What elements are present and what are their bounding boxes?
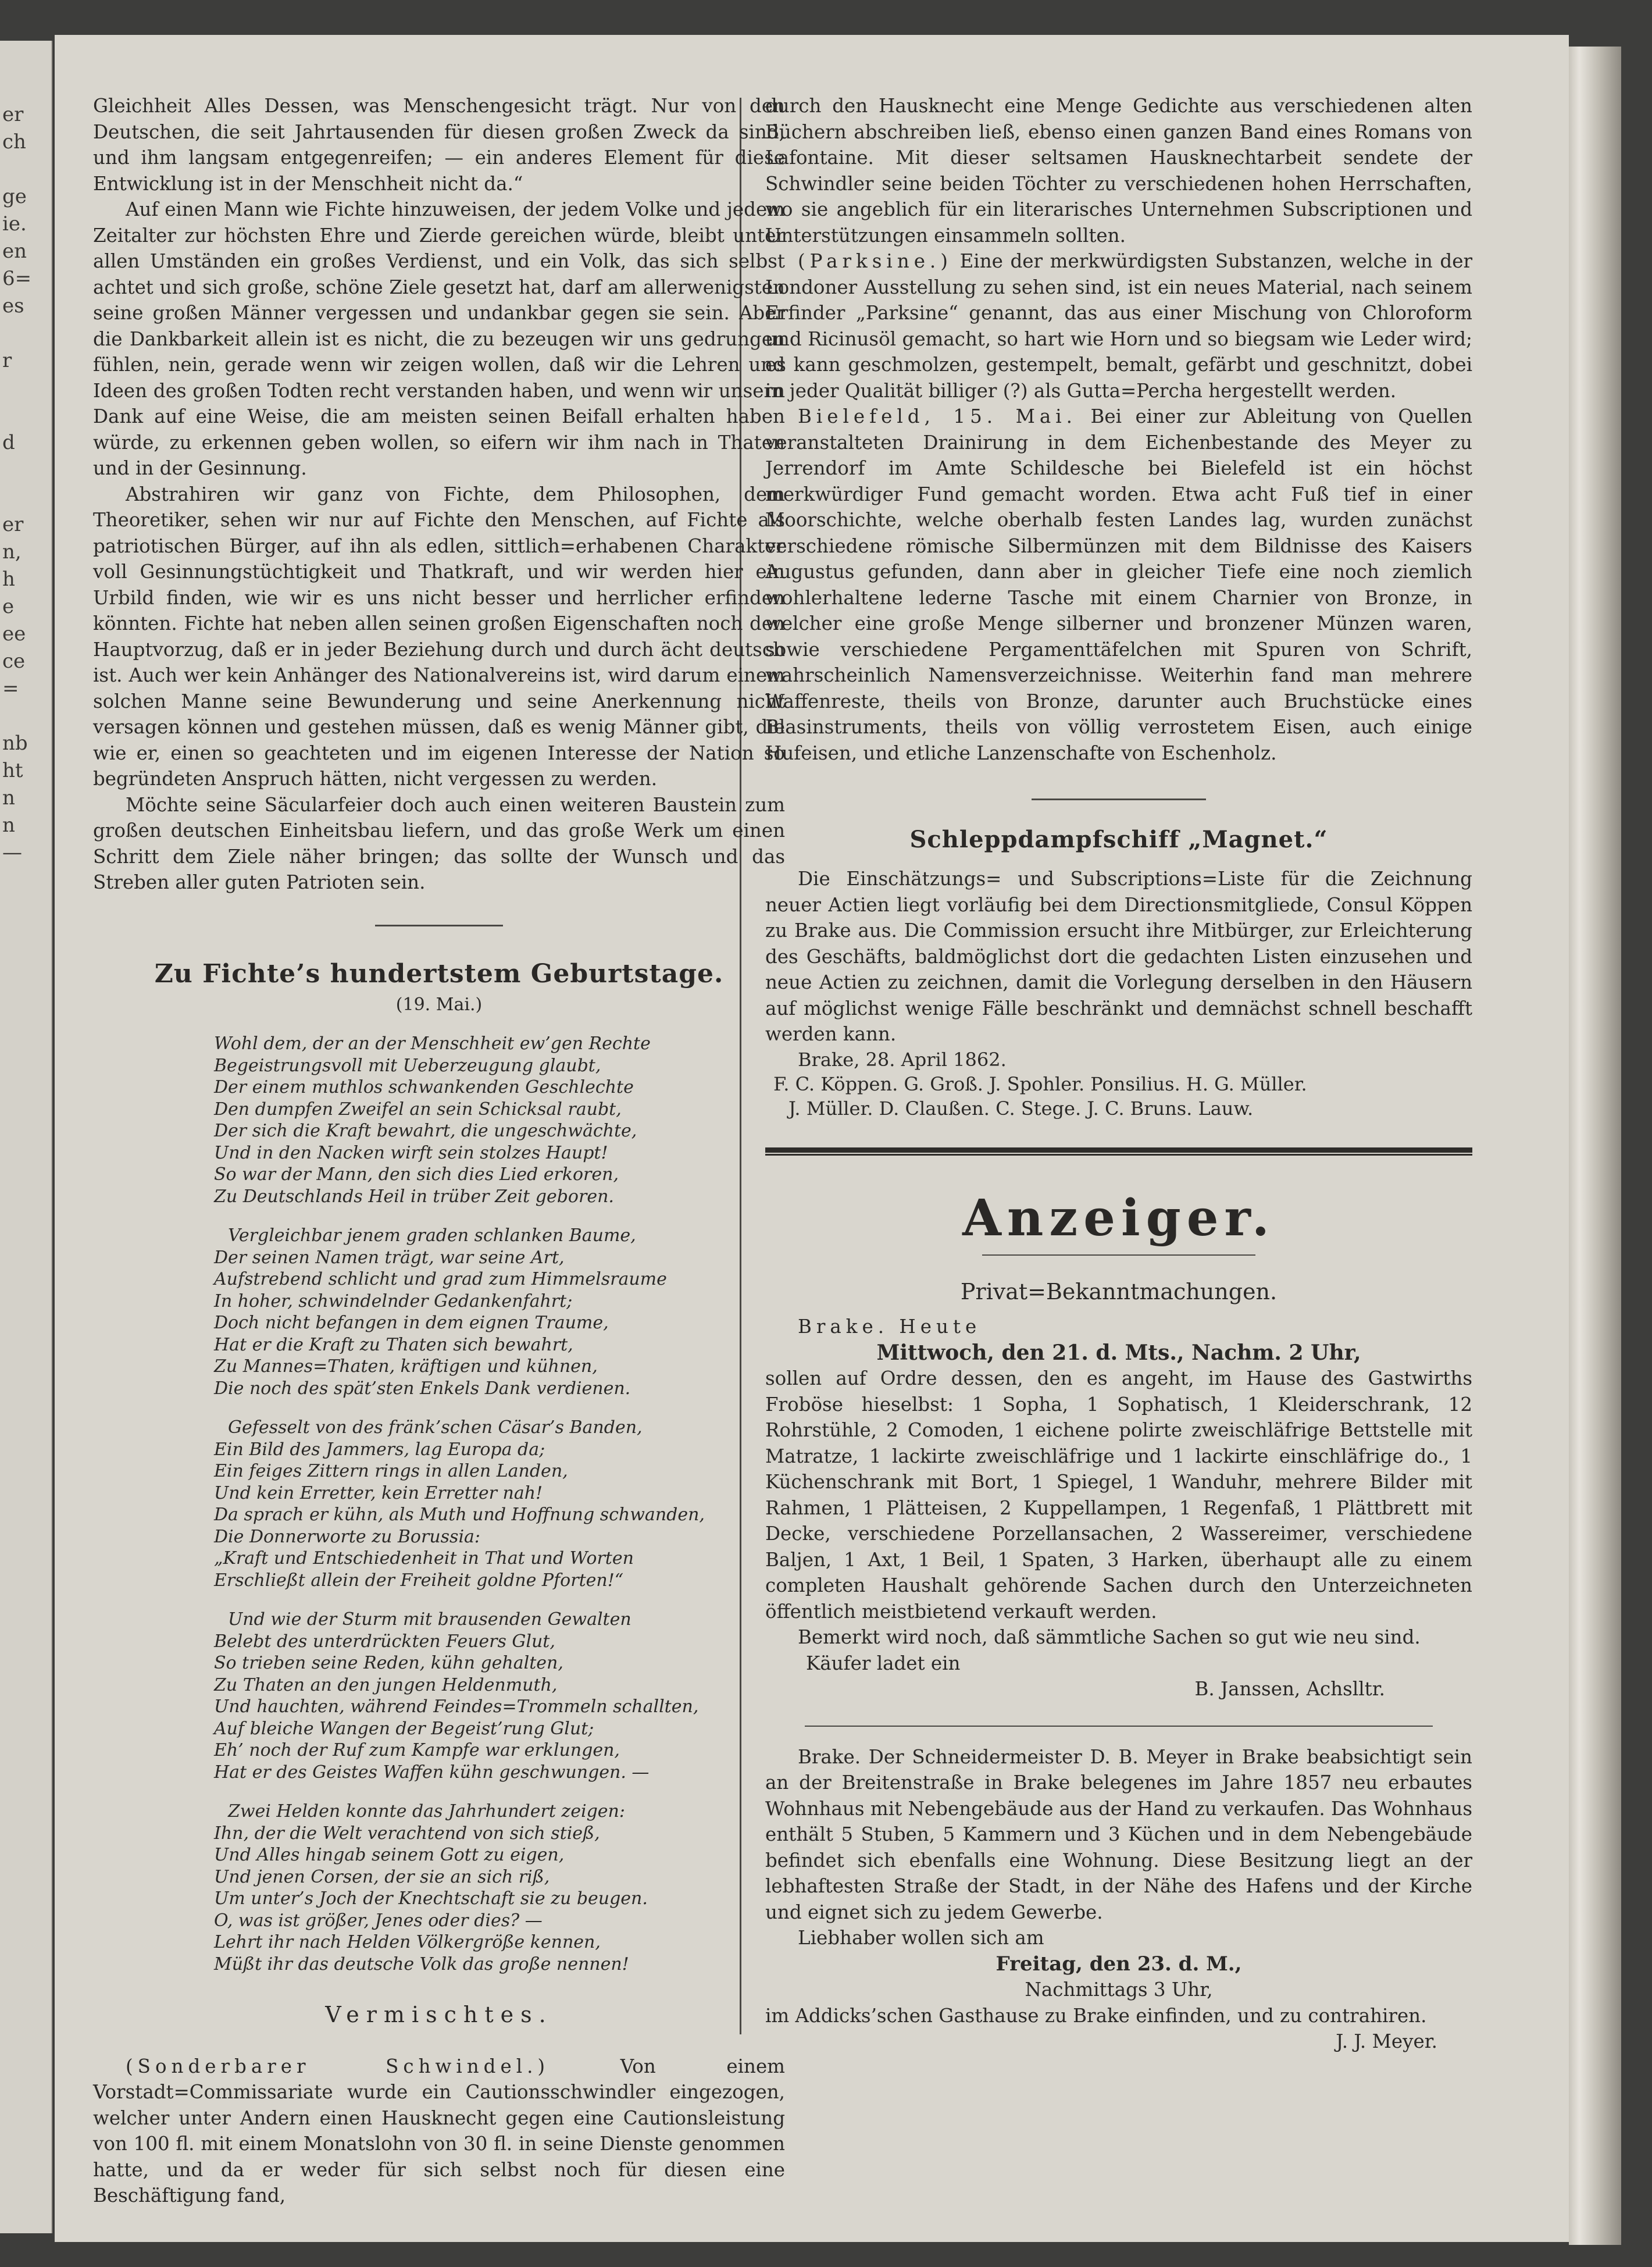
poem-stanza <box>214 1225 785 1399</box>
gutter-fragment: er <box>2 103 24 126</box>
magnet-date: Brake, 28. April 1862. <box>798 1048 1007 1071</box>
poem-date: (19. Mai.) <box>395 994 483 1015</box>
poem-line: Ein Bild des Jammers, lag Europa da; <box>214 1439 545 1460</box>
magnet-signers-1: F. C. Köppen. G. Groß. J. Spohler. Ponsilius. H. G. Müller. <box>773 1072 1307 1095</box>
ad1-sign: B. Janssen, Achslltr. <box>1194 1678 1385 1700</box>
poem-line: Lehrt ihr nach Helden Völkergröße kennen, <box>214 1932 601 1952</box>
poem-stanza <box>214 1609 785 1783</box>
poem-line: Vergleichbar jenem graden schlanken Baume, <box>228 1225 636 1246</box>
page-edge <box>1569 47 1621 2245</box>
vermischtes-lead: (Sonderbarer Schwindel.) <box>126 2055 550 2077</box>
poem-line: In hoher, schwindelnder Gedankenfahrt; <box>214 1291 573 1311</box>
poem-line: Gefesselt von des fränk’schen Cäsar’s Banden, <box>228 1417 643 1438</box>
poem-line: Und hauchten, während Feindes=Trommeln schallten, <box>214 1696 699 1717</box>
gutter-fragment: ht <box>2 759 23 782</box>
magnet-title: Schleppdampfschiff „Magnet.“ <box>909 826 1328 853</box>
poem-line: Die noch des spät’sten Enkels Dank verdienen. <box>214 1378 631 1399</box>
poem-title: Zu Fichte’s hundertstem Geburtstage. <box>154 958 724 989</box>
gutter-fragment: ge <box>2 185 27 208</box>
poem-line: Hat er die Kraft zu Thaten sich bewahrt, <box>214 1334 573 1355</box>
poem-line: O, was ist größer, Jenes oder dies? — <box>214 1910 543 1931</box>
ad-separator <box>805 1726 1433 1727</box>
gutter-fragment: en <box>2 240 27 263</box>
gutter-fragment: n <box>2 786 15 810</box>
anzeiger-title: Anzeiger. <box>962 1188 1275 1247</box>
gutter-fragment: ie. <box>2 212 27 236</box>
parksine-text: Eine der merkwürdigsten Substanzen, welche in der Londoner Ausstellung zu sehen sind, ist ein neues Material, nach seinem Erfinder „Parksine“ genannt, das aus einer Mischung von Chloroform und Ricinusöl gemacht, so hart wie Horn und so biegsam wie Leder wird; es kann geschmolzen, gestempelt, bemalt, gefärbt und geschnitzt, dobei in jeder Qualität billiger (?) als Gutta=Percha hergestellt werden. <box>765 250 1472 402</box>
vermischtes-paragraph <box>93 2054 785 2209</box>
magnet-signers-2: J. Müller. D. Claußen. C. Stege. J. C. Bruns. Lauw. <box>788 1097 1254 1120</box>
ad1-text: sollen auf Ordre dessen, den es angeht, im Hause des Gastwirths Froböse hieselbst: 1 Sopha, 1 Sophatisch, 1 Kleiderschrank, 12 Rohrstühle, 2 Comoden, 1 eichene polirte zweischläfrige Bettstelle mit Matratze, 1 lackirte zweischläfrige und 1 lackirte einschläfrige do., 1 Küchenschrank mit Bort, 1 Spiegel, 1 Wanduhr, mehrere Bilder mit Rahmen, 1 Plätteisen, 2 Kuppellampen, 1 Regenfaß, 1 Plättbrett mit Decke, verschiedene Porzellansachen, 2 Wassereimer, verschiedene Baljen, 1 Axt, 1 Beil, 1 Spaten, 3 Harken, überhaupt alle zu einem completen Haushalt gehörende Sachen durch den Unterzeichneten öffentlich meistbietend verkauft werden. <box>765 1367 1472 1623</box>
gutter-fragment: ce <box>2 650 26 673</box>
poem-line: Ihn, der die Welt verachtend von sich stieß, <box>214 1823 600 1844</box>
gutter-fragment: ee <box>2 622 26 646</box>
poem-line: Ein feiges Zittern rings in allen Landen, <box>214 1461 568 1481</box>
ad1-place-text: Brake. Heute <box>798 1316 982 1338</box>
gutter-fragment: es <box>2 294 24 318</box>
poem-line: Wohl dem, der an der Menschheit ew’gen Rechte <box>214 1033 651 1054</box>
bielefeld-text: Bei einer zur Ableitung von Quellen veranstalteten Drainirung in dem Eichenbestande des Meyer zu Jerrendorf im Amte Schildesche bei Bielefeld ist ein höchst merkwürdiger Fund gemacht worden. Etwa acht Fuß tief in einer Moorschichte, welche oberhalb festen Landes lag, wurden zunächst verschiedene römische Silbermünzen mit dem Bildnisse des Kaisers Augustus gefunden, dann aber in gleicher Tiefe eine noch ziemlich wohlerhaltene lederne Tasche mit einem Charnier von Bronze, in welcher eine große Menge silberner und bronzener Münzen waren, sowie verschiedene Pergamenttäfelchen mit Spuren von Schrift, wahrscheinlich Namensverzeichnisse. Weiterhin fand man mehrere Waffenreste, theils von Bronze, darunter auch Bruchstücke eines Blasinstruments, theils von völlig verrostetem Eisen, auch einige Hufeisen, und etliche Lanzenschafte von Eschenholz. <box>765 405 1472 764</box>
poem-line: Begeistrungsvoll mit Ueberzeugung glaubt, <box>214 1055 601 1076</box>
intro-paragraph-3: Abstrahiren wir ganz von Fichte, dem Philosophen, dem Theoretiker, sehen wir nur auf Fichte den Menschen, auf Fichte als patriotischen Bürger, auf ihn als edlen, sittlich=erhabenen Charakter voll Gesinnungstüchtigkeit und Thatkraft, und wir werden hier ein Urbild finden, wie wir es uns nicht besser und herrlicher erfinden könnten. Fichte hat neben allen seinen großen Eigenschaften noch den Hauptvorzug, daß er in jeder Beziehung durch und durch ächt deutsch ist. Auch wer kein Anhänger des Nationalvereins ist, wird darum einem solchen Manne seine Bewunderung und seine Anerkennung nicht versagen können und gestehen müssen, daß es wenig Männer gibt, die wie er, einen so geachteten und im eigenen Interesse der Nation so begründeten Anspruch hätten, nicht vergessen zu werden. <box>93 483 785 790</box>
gutter-fragment: n, <box>2 540 22 564</box>
section-rule <box>1032 799 1206 800</box>
ad1-place <box>765 1314 1472 1340</box>
gutter-fragment: = <box>2 677 19 700</box>
ad2-place: im Addicks’schen Gasthause zu Brake einfinden, und zu contrahiren. <box>765 2004 1427 2027</box>
parksine-paragraph <box>765 248 1472 404</box>
ad2-date: Freitag, den 23. d. M., <box>996 1952 1242 1976</box>
ad2-invite: Liebhaber wollen sich am <box>798 1927 1044 1949</box>
poem-line: Müßt ihr das deutsche Volk das große nennen! <box>214 1954 629 1974</box>
poem-line: Der sich die Kraft bewahrt, die ungeschwächte, <box>214 1121 637 1141</box>
right-column <box>765 93 1472 2055</box>
continued-paragraph: durch den Hausknecht eine Menge Gedichte aus verschiedenen alten Büchern abschreiben ließ, ebenso einen ganzen Band eines Romans von Lafontaine. Mit dieser seltsamen Hausknechtarbeit sendete der Schwindler seine beiden Töchter zu verschiedenen hohen Herrschaften, wo sie angeblich für ein literarisches Unternehmen Subscriptionen und Unterstützungen einsammeln sollten. <box>765 95 1472 247</box>
poem-line: Zu Mannes=Thaten, kräftigen und kühnen, <box>214 1356 598 1377</box>
ad2-time: Nachmittags 3 Uhr, <box>1025 1979 1213 2001</box>
gutter-fragment: h <box>2 568 15 591</box>
poem-line: Und kein Erretter, kein Erretter nah! <box>214 1482 543 1503</box>
privat-title: Privat=Bekanntmachungen. <box>960 1278 1278 1304</box>
gutter-fragment: — <box>2 841 22 864</box>
section-rule <box>375 925 503 926</box>
bielefeld-lead: Bielefeld, 15. Mai. <box>798 405 1077 427</box>
gutter-fragment: n <box>2 814 15 837</box>
poem-line: Und wie der Sturm mit brausenden Gewalten <box>228 1609 631 1630</box>
intro-paragraph-1: Gleichheit Alles Dessen, was Menschengesicht trägt. Nur von den Deutschen, die seit Jahrtausenden für diesen großen Zweck da sind, und ihm langsam entgegenreifen; — ein anderes Element für diese Entwicklung ist in der Menschheit nicht da.“ <box>93 95 785 195</box>
poem-line: Da sprach er kühn, als Muth und Hoffnung schwanden, <box>214 1505 705 1525</box>
left-column <box>93 93 785 2209</box>
poem-stanza <box>214 1033 785 1207</box>
poem-line: So trieben seine Reden, kühn gehalten, <box>214 1653 563 1673</box>
previous-page-gutter <box>0 41 52 2233</box>
poem-line: Der seinen Namen trägt, war seine Art, <box>214 1247 565 1268</box>
poem-line: Zu Thaten an den jungen Heldenmuth, <box>214 1674 558 1695</box>
poem-line: Doch nicht befangen in dem eignen Traume, <box>214 1313 609 1333</box>
poem-line: Der einem muthlos schwankenden Geschlechte <box>214 1077 634 1097</box>
gutter-fragment: 6= <box>2 267 32 290</box>
poem-line: Auf bleiche Wangen der Begeist’rung Glut; <box>214 1718 594 1739</box>
poem <box>93 1033 785 1975</box>
ad2-text: Brake. Der Schneidermeister D. B. Meyer in Brake beabsichtigt sein an der Breitenstraße in Brake belegenes im Jahre 1857 neu erbautes Wohnhaus mit Nebengebäude aus der Hand zu verkaufen. Das Wohnhaus enthält 5 Stuben, 5 Kammern und 3 Küchen und in dem Nebengebäude befindet sich ebenfalls eine Wohnung. Diese Besitzung liegt an der lebhaftesten Straße der Stadt, in der Nähe des Hafens und der Kirche und eignet sich zu jedem Gewerbe. <box>765 1745 1473 1923</box>
poem-stanza <box>214 1801 785 1975</box>
poem-line: So war der Mann, den sich dies Lied erkoren, <box>214 1164 619 1185</box>
intro-paragraph-2: Auf einen Mann wie Fichte hinzuweisen, der jedem Volke und jedem Zeitalter zur höchsten Ehre und Zierde gereichen würde, bleibt unter allen Umständen ein großes Verdienst, und ein Volk, das sich selbst achtet und sich große, schöne Ziele gesetzt hat, darf am allerwenigsten seine großen Männer vergessen und undankbar gegen sie sein. Aber die Dankbarkeit allein ist es nicht, die zu bezeugen wir uns gedrungen fühlen, nein, gerade wenn wir zeigen wollen, daß wir die Lehren und Ideen des großen Todten recht verstanden haben, und wenn wir unsern Dank auf eine Weise, die am meisten seinen Beifall erhalten haben würde, zu erkennen geben wollen, so eifern wir ihm nach in Thaten und in der Gesinnung. <box>93 198 785 479</box>
vermischtes-title: Vermischtes. <box>325 2002 553 2027</box>
bielefeld-paragraph <box>765 404 1472 766</box>
parksine-lead: (Parksine.) <box>798 250 952 272</box>
poem-line: „Kraft und Entschiedenheit in That und Worten <box>214 1548 634 1569</box>
poem-line: Die Donnerworte zu Borussia: <box>214 1526 481 1547</box>
gutter-fragment: d <box>2 431 15 454</box>
ad1-buyers: Käufer ladet ein <box>806 1652 961 1674</box>
poem-line: Und jenen Corsen, der sie an sich riß, <box>214 1866 550 1887</box>
gutter-fragment: r <box>2 349 12 372</box>
ad1-note: Bemerkt wird noch, daß sämmtliche Sachen so gut wie neu sind. <box>798 1626 1421 1648</box>
poem-line: Zwei Helden konnte das Jahrhundert zeigen: <box>228 1801 625 1822</box>
gutter-fragment: e <box>2 595 15 618</box>
poem-line: Belebt des unterdrückten Feuers Glut, <box>214 1631 555 1652</box>
poem-line: Aufstrebend schlicht und grad zum Himmelsraume <box>214 1269 667 1289</box>
poem-line: Den dumpfen Zweifel an sein Schicksal raubt, <box>214 1099 622 1120</box>
gutter-fragment: er <box>2 513 24 536</box>
ad1-date: Mittwoch, den 21. d. Mts., Nachm. 2 Uhr, <box>876 1340 1361 1365</box>
vermischtes-text: Von einem Vorstadt=Commissariate wurde ein Cautionsschwindler eingezogen, welcher unter Andern einen Hausknecht gegen eine Cautionsleistung von 100 fl. mit einem Monatslohn von 30 fl. in seine Dienste genommen hatte, und da er weder für sich selbst noch für diesen eine Beschäftigung fand, <box>93 2055 785 2207</box>
poem-line: Hat er des Geistes Waffen kühn geschwungen. — <box>214 1762 650 1783</box>
poem-stanza <box>214 1417 785 1591</box>
ad2-sign: J. J. Meyer. <box>1336 2030 1437 2052</box>
magnet-paragraph: Die Einschätzungs= und Subscriptions=Liste für die Zeichnung neuer Actien liegt vorläufig bei dem Directionsmitgliede, Consul Köppen zu Brake aus. Die Commission ersucht ihre Mitbürger, zur Erleichterung des Geschäfts, baldmöglichst dort die gedachten Listen einzusehen und neue Actien zu zeichnen, damit die Vorlegung derselben in den Häusern auf möglichst wenige Fälle beschränkt und demnächst schnell beschafft werden kann. <box>765 868 1472 1045</box>
poem-line: Um unter’s Joch der Knechtschaft sie zu beugen. <box>214 1888 648 1909</box>
gutter-fragment: nb <box>2 732 28 755</box>
anzeiger-rule <box>982 1254 1255 1256</box>
poem-line: Eh’ noch der Ruf zum Kampfe war erklungen, <box>214 1740 620 1760</box>
poem-line: Und in den Nacken wirft sein stolzes Haupt! <box>214 1142 608 1163</box>
gutter-fragment: ch <box>2 130 26 154</box>
poem-line: Und Alles hingab seinem Gott zu eigen, <box>214 1845 565 1865</box>
intro-paragraph-4: Möchte seine Säcularfeier doch auch einen weiteren Baustein zum großen deutschen Einheitsbau liefern, und das große Werk um einen Schritt dem Ziele näher bringen; das sollte der Wunsch und das Streben aller guten Patrioten sein. <box>93 793 785 893</box>
anzeiger-double-rule <box>765 1147 1472 1154</box>
poem-line: Erschließt allein der Freiheit goldne Pforten!“ <box>214 1570 624 1591</box>
newspaper-page <box>55 35 1569 2242</box>
poem-line: Zu Deutschlands Heil in trüber Zeit geboren. <box>214 1186 614 1207</box>
